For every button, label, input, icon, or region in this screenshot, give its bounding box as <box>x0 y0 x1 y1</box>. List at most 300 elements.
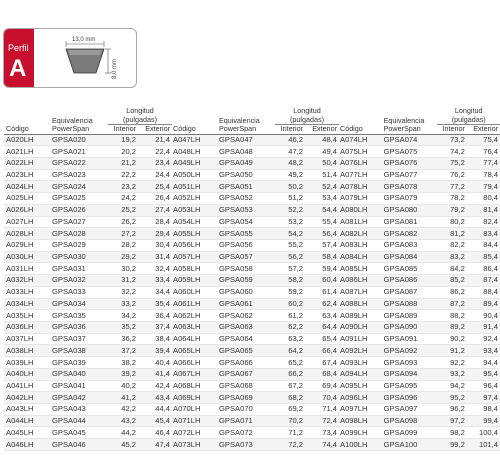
cell-exterior: 57,4 <box>305 239 339 251</box>
cell-equivalence: GPSA062 <box>217 310 275 322</box>
cell-interior: 88,2 <box>437 310 466 322</box>
cell-equivalence: GPSA080 <box>382 204 438 216</box>
cell-equivalence: GPSA090 <box>382 322 438 334</box>
cell-exterior: 101,4 <box>467 439 500 451</box>
table-row <box>338 157 500 169</box>
cell-exterior: 62,4 <box>305 298 339 310</box>
table-row <box>171 357 339 369</box>
table-row <box>171 380 339 392</box>
table-row <box>4 322 172 334</box>
table-row <box>338 204 500 216</box>
cell-interior: 97,2 <box>437 415 466 427</box>
cell-equivalence: GPSA063 <box>217 322 275 334</box>
cell-interior: 24,2 <box>108 193 138 205</box>
table-row <box>171 286 339 298</box>
cell-equivalence: GPSA060 <box>217 286 275 298</box>
cell-code: A025LH <box>4 193 50 205</box>
cell-interior: 40,2 <box>108 380 138 392</box>
table-row <box>171 134 339 146</box>
cell-interior: 47,2 <box>275 146 305 158</box>
cell-code: A038LH <box>4 345 50 357</box>
cell-interior: 50,2 <box>275 181 305 193</box>
cell-code: A092LH <box>338 345 382 357</box>
table-row <box>338 134 500 146</box>
cell-interior: 53,2 <box>275 216 305 228</box>
table-row <box>338 357 500 369</box>
cell-code: A031LH <box>4 263 50 275</box>
cell-interior: 20,2 <box>108 146 138 158</box>
cell-equivalence: GPSA095 <box>382 380 438 392</box>
header-length: Longitud (pulgadas) <box>275 107 339 125</box>
header-code: Código <box>338 107 382 134</box>
cell-equivalence: GPSA034 <box>50 298 108 310</box>
header-interior: Interior <box>437 125 466 135</box>
cell-interior: 68,2 <box>275 392 305 404</box>
cell-code: A075LH <box>338 146 382 158</box>
cell-code: A068LH <box>171 380 217 392</box>
cell-exterior: 44,4 <box>138 404 172 416</box>
cell-code: A084LH <box>338 251 382 263</box>
cell-interior: 99,2 <box>437 439 466 451</box>
cell-code: A043LH <box>4 404 50 416</box>
cell-interior: 66,2 <box>275 368 305 380</box>
cell-exterior: 79,4 <box>467 181 500 193</box>
cell-exterior: 74,4 <box>305 439 339 451</box>
cell-code: A062LH <box>171 310 217 322</box>
cell-equivalence: GPSA092 <box>382 345 438 357</box>
table-row <box>4 415 172 427</box>
cell-interior: 42,2 <box>108 404 138 416</box>
table-row <box>338 415 500 427</box>
cell-exterior: 77,4 <box>467 157 500 169</box>
cell-interior: 74,2 <box>437 146 466 158</box>
cell-code: A077LH <box>338 169 382 181</box>
cell-interior: 49,2 <box>275 169 305 181</box>
cell-exterior: 48,4 <box>305 134 339 146</box>
width-label: 13,0 mm <box>72 37 96 43</box>
table-row <box>4 427 172 439</box>
cell-code: A035LH <box>4 310 50 322</box>
table-row <box>4 169 172 181</box>
cell-equivalence: GPSA050 <box>217 169 275 181</box>
cell-code: A056LH <box>171 239 217 251</box>
cell-exterior: 91,4 <box>467 322 500 334</box>
cell-interior: 67,2 <box>275 380 305 392</box>
cell-equivalence: GPSA093 <box>382 357 438 369</box>
table-row <box>338 368 500 380</box>
cell-equivalence: GPSA049 <box>217 157 275 169</box>
cell-exterior: 76,4 <box>467 146 500 158</box>
cell-equivalence: GPSA073 <box>217 439 275 451</box>
cell-exterior: 50,4 <box>305 157 339 169</box>
cell-exterior: 61,4 <box>305 286 339 298</box>
header-equivalence: Equivalencia PowerSpan <box>50 107 108 134</box>
cell-equivalence: GPSA040 <box>50 368 108 380</box>
cell-equivalence: GPSA084 <box>382 251 438 263</box>
cell-code: A069LH <box>171 392 217 404</box>
cell-equivalence: GPSA069 <box>217 392 275 404</box>
table-row <box>171 322 339 334</box>
cell-exterior: 65,4 <box>305 333 339 345</box>
header-equivalence: Equivalencia PowerSpan <box>217 107 275 134</box>
cell-exterior: 72,4 <box>305 415 339 427</box>
cell-exterior: 68,4 <box>305 368 339 380</box>
cell-code: A047LH <box>171 134 217 146</box>
cell-equivalence: GPSA097 <box>382 404 438 416</box>
table-row <box>4 216 172 228</box>
cell-code: A054LH <box>171 216 217 228</box>
cell-interior: 91,2 <box>437 345 466 357</box>
cell-code: A099LH <box>338 427 382 439</box>
cell-exterior: 97,4 <box>467 392 500 404</box>
cell-exterior: 52,4 <box>305 181 339 193</box>
cell-equivalence: GPSA064 <box>217 333 275 345</box>
header-interior: Interior <box>275 125 305 135</box>
table-row <box>338 193 500 205</box>
cell-equivalence: GPSA045 <box>50 427 108 439</box>
cell-equivalence: GPSA036 <box>50 322 108 334</box>
cell-equivalence: GPSA068 <box>217 380 275 392</box>
table-row <box>171 169 339 181</box>
cell-code: A024LH <box>4 181 50 193</box>
cell-interior: 96,2 <box>437 404 466 416</box>
cell-exterior: 34,4 <box>138 286 172 298</box>
cell-exterior: 45,4 <box>138 415 172 427</box>
cell-exterior: 64,4 <box>305 322 339 334</box>
cell-code: A023LH <box>4 169 50 181</box>
table-row <box>338 251 500 263</box>
cell-equivalence: GPSA027 <box>50 216 108 228</box>
table-row <box>4 146 172 158</box>
cell-code: A046LH <box>4 439 50 451</box>
header-length: Longitud (pulgadas) <box>437 107 500 125</box>
cell-interior: 71,2 <box>275 427 305 439</box>
cell-code: A070LH <box>171 404 217 416</box>
cell-code: A074LH <box>338 134 382 146</box>
size-table-3 <box>338 107 500 451</box>
cell-code: A039LH <box>4 357 50 369</box>
cell-code: A037LH <box>4 333 50 345</box>
cell-exterior: 82,4 <box>467 216 500 228</box>
cell-interior: 94,2 <box>437 380 466 392</box>
cell-code: A020LH <box>4 134 50 146</box>
cell-interior: 73,2 <box>437 134 466 146</box>
table-row <box>4 368 172 380</box>
table-row <box>4 298 172 310</box>
cell-interior: 46,2 <box>275 134 305 146</box>
cell-exterior: 70,4 <box>305 392 339 404</box>
cell-exterior: 96,4 <box>467 380 500 392</box>
cell-code: A042LH <box>4 392 50 404</box>
table-row <box>338 228 500 240</box>
cell-equivalence: GPSA028 <box>50 228 108 240</box>
cell-code: A057LH <box>171 251 217 263</box>
cell-code: A033LH <box>4 286 50 298</box>
cell-code: A090LH <box>338 322 382 334</box>
cell-code: A088LH <box>338 298 382 310</box>
cell-interior: 95,2 <box>437 392 466 404</box>
cell-code: A100LH <box>338 439 382 451</box>
cell-code: A065LH <box>171 345 217 357</box>
cell-interior: 89,2 <box>437 322 466 334</box>
table-row <box>338 345 500 357</box>
profile-box <box>3 28 137 88</box>
cell-code: A082LH <box>338 228 382 240</box>
table-row <box>338 404 500 416</box>
cell-exterior: 84,4 <box>467 239 500 251</box>
cell-interior: 23,2 <box>108 181 138 193</box>
cell-code: A040LH <box>4 368 50 380</box>
header-exterior: Exterior <box>138 125 172 135</box>
header-length: Longitud (pulgadas) <box>108 107 172 125</box>
cell-code: A055LH <box>171 228 217 240</box>
cell-interior: 29,2 <box>108 251 138 263</box>
cell-code: A094LH <box>338 368 382 380</box>
cell-interior: 52,2 <box>275 204 305 216</box>
cell-interior: 28,2 <box>108 239 138 251</box>
table-row <box>171 404 339 416</box>
profile-letter: A <box>9 55 27 82</box>
cell-code: A080LH <box>338 204 382 216</box>
cell-code: A078LH <box>338 181 382 193</box>
cell-exterior: 21,4 <box>138 134 172 146</box>
cell-code: A058LH <box>171 263 217 275</box>
cell-interior: 90,2 <box>437 333 466 345</box>
cell-exterior: 23,4 <box>138 157 172 169</box>
cell-exterior: 49,4 <box>305 146 339 158</box>
cell-interior: 98,2 <box>437 427 466 439</box>
cell-code: A059LH <box>171 275 217 287</box>
cell-equivalence: GPSA025 <box>50 193 108 205</box>
table-row <box>4 310 172 322</box>
cell-code: A049LH <box>171 157 217 169</box>
table-row <box>338 322 500 334</box>
cell-code: A060LH <box>171 286 217 298</box>
cell-exterior: 66,4 <box>305 345 339 357</box>
cell-interior: 63,2 <box>275 333 305 345</box>
cell-equivalence: GPSA038 <box>50 345 108 357</box>
cell-interior: 72,2 <box>275 439 305 451</box>
table-row <box>4 251 172 263</box>
cell-exterior: 51,4 <box>305 169 339 181</box>
table-row <box>338 333 500 345</box>
cell-code: A096LH <box>338 392 382 404</box>
cell-equivalence: GPSA059 <box>217 275 275 287</box>
table-row <box>171 427 339 439</box>
cell-code: A091LH <box>338 333 382 345</box>
cell-equivalence: GPSA075 <box>382 146 438 158</box>
table-row <box>4 239 172 251</box>
cell-equivalence: GPSA032 <box>50 275 108 287</box>
table-row <box>4 404 172 416</box>
cell-interior: 45,2 <box>108 439 138 451</box>
cell-exterior: 85,4 <box>467 251 500 263</box>
cell-interior: 38,2 <box>108 357 138 369</box>
cell-equivalence: GPSA061 <box>217 298 275 310</box>
cell-exterior: 37,4 <box>138 322 172 334</box>
table-row <box>4 181 172 193</box>
table-row <box>4 439 172 451</box>
cell-equivalence: GPSA071 <box>217 415 275 427</box>
cell-equivalence: GPSA039 <box>50 357 108 369</box>
cell-equivalence: GPSA022 <box>50 157 108 169</box>
cell-equivalence: GPSA052 <box>217 193 275 205</box>
table-row <box>171 239 339 251</box>
cell-exterior: 38,4 <box>138 333 172 345</box>
header-exterior: Exterior <box>467 125 500 135</box>
cell-exterior: 30,4 <box>138 239 172 251</box>
table-row <box>4 275 172 287</box>
cell-equivalence: GPSA043 <box>50 404 108 416</box>
cell-code: A066LH <box>171 357 217 369</box>
table-row <box>4 193 172 205</box>
cell-equivalence: GPSA085 <box>382 263 438 275</box>
cell-equivalence: GPSA033 <box>50 286 108 298</box>
v-belt-top-layer <box>68 50 102 55</box>
cell-equivalence: GPSA046 <box>50 439 108 451</box>
table-row <box>338 146 500 158</box>
cell-exterior: 39,4 <box>138 345 172 357</box>
cell-interior: 37,2 <box>108 345 138 357</box>
size-table-1 <box>4 107 172 451</box>
cell-code: A073LH <box>171 439 217 451</box>
cell-interior: 19,2 <box>108 134 138 146</box>
cell-exterior: 86,4 <box>467 263 500 275</box>
cell-equivalence: GPSA074 <box>382 134 438 146</box>
cell-interior: 80,2 <box>437 216 466 228</box>
cell-code: A097LH <box>338 404 382 416</box>
cell-equivalence: GPSA058 <box>217 263 275 275</box>
cell-code: A028LH <box>4 228 50 240</box>
cell-equivalence: GPSA077 <box>382 169 438 181</box>
cell-code: A083LH <box>338 239 382 251</box>
cell-exterior: 58,4 <box>305 251 339 263</box>
cell-interior: 51,2 <box>275 193 305 205</box>
table-row <box>338 298 500 310</box>
cell-exterior: 87,4 <box>467 275 500 287</box>
table-row <box>171 333 339 345</box>
cell-interior: 70,2 <box>275 415 305 427</box>
cell-interior: 36,2 <box>108 333 138 345</box>
cell-equivalence: GPSA087 <box>382 286 438 298</box>
cell-exterior: 67,4 <box>305 357 339 369</box>
cell-equivalence: GPSA044 <box>50 415 108 427</box>
cell-equivalence: GPSA067 <box>217 368 275 380</box>
table-row <box>4 157 172 169</box>
cell-equivalence: GPSA048 <box>217 146 275 158</box>
cell-code: A081LH <box>338 216 382 228</box>
table-row <box>338 310 500 322</box>
header-code: Código <box>4 107 50 134</box>
cell-exterior: 60,4 <box>305 275 339 287</box>
cell-code: A048LH <box>171 146 217 158</box>
cell-exterior: 73,4 <box>305 427 339 439</box>
cell-interior: 59,2 <box>275 286 305 298</box>
table-row <box>4 392 172 404</box>
cell-code: A044LH <box>4 415 50 427</box>
cell-exterior: 43,4 <box>138 392 172 404</box>
profile-word: Perfil <box>8 43 29 53</box>
cell-interior: 86,2 <box>437 286 466 298</box>
cell-equivalence: GPSA072 <box>217 427 275 439</box>
cell-interior: 61,2 <box>275 310 305 322</box>
cell-equivalence: GPSA098 <box>382 415 438 427</box>
table-row <box>171 193 339 205</box>
cell-exterior: 83,4 <box>467 228 500 240</box>
cell-equivalence: GPSA099 <box>382 427 438 439</box>
cell-exterior: 55,4 <box>305 216 339 228</box>
height-label: 8,0 mm <box>112 58 118 79</box>
cell-equivalence: GPSA091 <box>382 333 438 345</box>
cell-interior: 93,2 <box>437 368 466 380</box>
cell-exterior: 47,4 <box>138 439 172 451</box>
table-row <box>171 181 339 193</box>
table-row <box>4 228 172 240</box>
cell-exterior: 95,4 <box>467 368 500 380</box>
cell-code: A067LH <box>171 368 217 380</box>
cell-interior: 34,2 <box>108 310 138 322</box>
table-row <box>171 345 339 357</box>
cell-equivalence: GPSA035 <box>50 310 108 322</box>
cell-equivalence: GPSA057 <box>217 251 275 263</box>
cell-code: A052LH <box>171 193 217 205</box>
cell-interior: 64,2 <box>275 345 305 357</box>
cell-equivalence: GPSA076 <box>382 157 438 169</box>
cell-exterior: 28,4 <box>138 216 172 228</box>
cell-interior: 27,2 <box>108 228 138 240</box>
cell-exterior: 56,4 <box>305 228 339 240</box>
cell-code: A085LH <box>338 263 382 275</box>
cell-exterior: 35,4 <box>138 298 172 310</box>
cell-code: A076LH <box>338 157 382 169</box>
cell-equivalence: GPSA030 <box>50 251 108 263</box>
cell-interior: 32,2 <box>108 286 138 298</box>
table-row <box>171 216 339 228</box>
cell-code: A093LH <box>338 357 382 369</box>
cell-interior: 62,2 <box>275 322 305 334</box>
table-row <box>338 427 500 439</box>
cell-code: A029LH <box>4 239 50 251</box>
cell-equivalence: GPSA021 <box>50 146 108 158</box>
cell-code: A087LH <box>338 286 382 298</box>
table-row <box>338 439 500 451</box>
cell-interior: 41,2 <box>108 392 138 404</box>
cell-exterior: 78,4 <box>467 169 500 181</box>
cell-exterior: 27,4 <box>138 204 172 216</box>
table-row <box>171 392 339 404</box>
table-row <box>338 286 500 298</box>
table-row <box>4 286 172 298</box>
cell-exterior: 63,4 <box>305 310 339 322</box>
cell-exterior: 75,4 <box>467 134 500 146</box>
cell-equivalence: GPSA037 <box>50 333 108 345</box>
size-table-2 <box>171 107 339 451</box>
cell-interior: 44,2 <box>108 427 138 439</box>
cell-equivalence: GPSA078 <box>382 181 438 193</box>
cell-exterior: 99,4 <box>467 415 500 427</box>
cell-exterior: 22,4 <box>138 146 172 158</box>
cell-code: A079LH <box>338 193 382 205</box>
cell-equivalence: GPSA089 <box>382 310 438 322</box>
cell-interior: 57,2 <box>275 263 305 275</box>
table-row <box>171 298 339 310</box>
cell-code: A063LH <box>171 322 217 334</box>
cell-interior: 33,2 <box>108 298 138 310</box>
table-row <box>338 263 500 275</box>
cell-exterior: 25,4 <box>138 181 172 193</box>
cell-interior: 76,2 <box>437 169 466 181</box>
cell-equivalence: GPSA070 <box>217 404 275 416</box>
